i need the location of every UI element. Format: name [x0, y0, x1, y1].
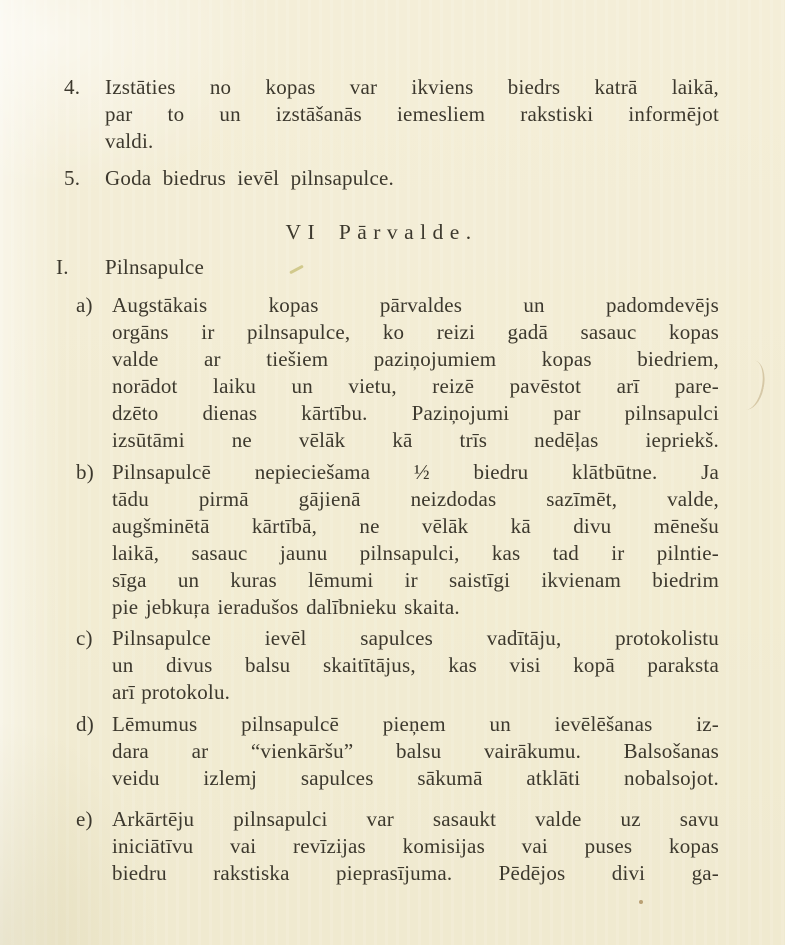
paragraph-text [112, 625, 719, 706]
text-line: Izstāties no kopas var ikviens biedrs katrā laikā, [105, 75, 719, 99]
subsection-item-1 [56, 254, 719, 281]
paper-speck [639, 900, 643, 904]
paragraph-b [76, 459, 719, 621]
item-number: 4. [64, 75, 81, 99]
statute-item-5 [64, 165, 719, 192]
item-text [105, 74, 719, 155]
text-line: orgāns ir pilnsapulce, ko reizi gadā sasauc kopas [112, 320, 719, 344]
text-line: Augstākais kopas pārvaldes un padomdevējs [112, 293, 719, 317]
text-line: tādu pirmā gājienā neizdodas sazīmēt, valde, [112, 487, 719, 511]
text-line: dara ar “vienkāršu” balsu vairākumu. Balsošanas [112, 739, 719, 763]
text-line: par to un izstāšanās iemesliem rakstiski informējot [105, 102, 719, 126]
text-line: izsūtāmi ne vēlāk kā trīs nedēļas iepriekš. [112, 428, 719, 452]
paragraph-letter: d) [76, 712, 94, 736]
item-text [105, 165, 719, 192]
text-line: Lēmumus pilnsapulcē pieņem un ievēlēšanas iz- [112, 712, 719, 736]
paragraph-d [76, 711, 719, 792]
paragraph-c [76, 625, 719, 706]
text-line: augšminētā kārtībā, ne vēlāk kā divu mēnešu [112, 514, 719, 538]
item-text [105, 254, 719, 281]
margin-pen-mark [731, 358, 769, 413]
paragraph-text [112, 292, 719, 454]
text-line: arī protokolu. [112, 680, 231, 704]
text-line: norādot laiku un vietu, reizē pavēstot arī pare- [112, 374, 719, 398]
text-line: Arkārtēju pilnsapulci var sasaukt valde uz savu [112, 807, 719, 831]
paragraph-e [76, 806, 719, 887]
text-line: Pilnsapulcē nepieciešama ½ biedru klātbūtne. Ja [112, 460, 719, 484]
paragraph-text [112, 806, 719, 887]
paragraph-text [112, 459, 719, 621]
text-line: Pilnsapulce [105, 255, 205, 279]
paragraph-a [76, 292, 719, 454]
item-number: I. [56, 255, 69, 279]
item-number: 5. [64, 166, 81, 190]
paragraph-letter: e) [76, 807, 93, 831]
paragraph-letter: c) [76, 626, 93, 650]
text-line: biedru rakstiska pieprasījuma. Pēdējos divi ga- [112, 861, 719, 885]
text-line: Goda biedrus ievēl pilnsapulce. [105, 166, 394, 190]
text-line: un divus balsu skaitītājus, kas visi kopā paraksta [112, 653, 719, 677]
statute-item-4 [64, 74, 719, 155]
text-line: sīga un kuras lēmumi ir saistīgi ikvienam biedrim [112, 568, 719, 592]
paragraph-letter: a) [76, 293, 93, 317]
text-line: veidu izlemj sapulces sākumā atklāti nobalsojot. [112, 766, 719, 790]
text-line: pie jebkuŗa ieradušos dalībnieku skaita. [112, 595, 460, 619]
paragraph-letter: b) [76, 460, 94, 484]
text-line: dzēto dienas kārtību. Paziņojumi par pilnsapulci [112, 401, 719, 425]
text-line: Pilnsapulce ievēl sapulces vadītāju, protokolistu [112, 626, 719, 650]
section-heading: VI Pārvalde. [285, 220, 478, 244]
text-line: iniciātīvu vai revīzijas komisijas vai puses kopas [112, 834, 719, 858]
text-line: laikā, sasauc jaunu pilnsapulci, kas tad ir pilntie- [112, 541, 719, 565]
text-line: valdi. [105, 129, 154, 153]
text-line: valde ar tiešiem paziņojumiem kopas biedriem, [112, 347, 719, 371]
paragraph-text [112, 711, 719, 792]
